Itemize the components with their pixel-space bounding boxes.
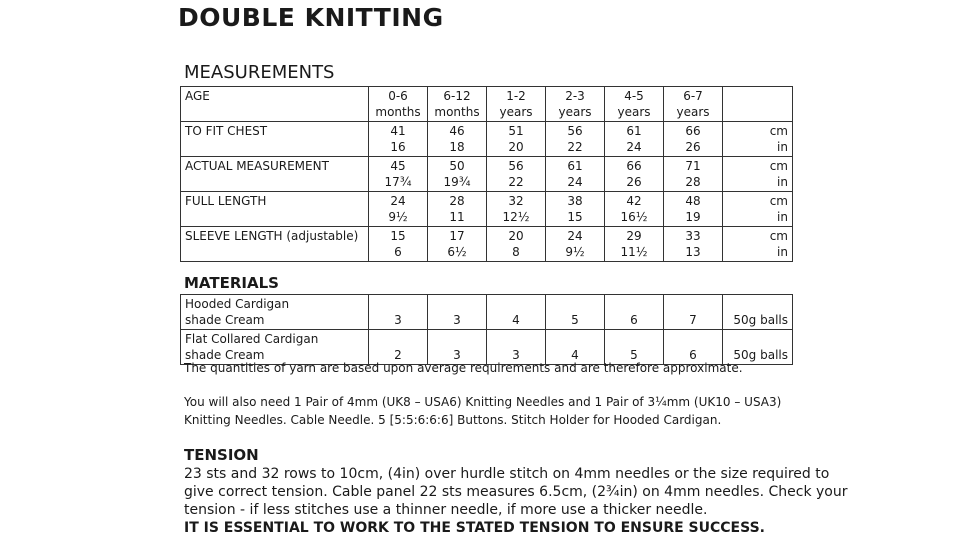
row-label: FULL LENGTH — [181, 192, 369, 227]
row-label: SLEEVE LENGTH (adjustable) — [181, 227, 369, 262]
table-cell: 29 11½ — [605, 227, 664, 262]
table-cell: 15 6 — [369, 227, 428, 262]
table-cell: 28 11 — [428, 192, 487, 227]
unit-cell: cm in — [723, 157, 793, 192]
row-label: Flat Collared Cardigan shade Cream — [181, 330, 369, 365]
row-label: TO FIT CHEST — [181, 122, 369, 157]
table-cell: 7 — [664, 295, 723, 330]
needles-note — [184, 393, 781, 429]
age-col-4: 2-3 years — [546, 87, 605, 122]
table-row — [181, 122, 793, 157]
tension-line: tension - if less stitches use a thinner needle, if more use a thicker needle. — [184, 502, 708, 518]
needles-line: You will also need 1 Pair of 4mm (UK8 – USA6) Knitting Needles and 1 Pair of 3¼mm (UK10 – USA3) — [184, 395, 782, 409]
measurements-heading: MEASUREMENTS — [184, 62, 335, 83]
table-row — [181, 157, 793, 192]
age-col-6: 6-7 years — [664, 87, 723, 122]
unit-col — [723, 87, 793, 122]
table-cell: 33 13 — [664, 227, 723, 262]
table-cell: 4 — [546, 330, 605, 365]
table-row — [181, 192, 793, 227]
row-label: Hooded Cardigan shade Cream — [181, 295, 369, 330]
table-cell: 5 — [546, 295, 605, 330]
table-cell: 17 6½ — [428, 227, 487, 262]
table-cell: 56 22 — [546, 122, 605, 157]
materials-heading: MATERIALS — [184, 274, 279, 292]
measurements-table — [180, 86, 793, 262]
table-cell: 45 17¾ — [369, 157, 428, 192]
table-row — [181, 87, 793, 122]
table-cell: 51 20 — [487, 122, 546, 157]
yarn-note: The quantities of yarn are based upon average requirements and are therefore approximate. — [184, 361, 743, 375]
table-cell: 42 16½ — [605, 192, 664, 227]
table-cell: 41 16 — [369, 122, 428, 157]
table-cell: 66 26 — [605, 157, 664, 192]
table-cell: 3 — [487, 330, 546, 365]
age-col-2: 6-12 months — [428, 87, 487, 122]
age-label: AGE — [181, 87, 369, 122]
unit-cell: cm in — [723, 227, 793, 262]
table-cell: 46 18 — [428, 122, 487, 157]
table-cell: 24 9½ — [546, 227, 605, 262]
table-row — [181, 227, 793, 262]
unit-cell: cm in — [723, 192, 793, 227]
unit-cell: cm in — [723, 122, 793, 157]
row-label: ACTUAL MEASUREMENT — [181, 157, 369, 192]
page-title: DOUBLE KNITTING — [178, 3, 444, 32]
table-cell: 5 — [605, 330, 664, 365]
table-cell: 38 15 — [546, 192, 605, 227]
table-cell: 66 26 — [664, 122, 723, 157]
age-col-3: 1-2 years — [487, 87, 546, 122]
materials-table — [180, 294, 793, 365]
table-cell: 4 — [487, 295, 546, 330]
table-cell: 6 — [605, 295, 664, 330]
tension-heading: TENSION — [184, 446, 259, 464]
tension-line: give correct tension. Cable panel 22 sts measures 6.5cm, (2¾in) on 4mm needles. Check your — [184, 484, 848, 500]
table-row — [181, 295, 793, 330]
unit-cell: 50g balls — [723, 295, 793, 330]
table-cell: 20 8 — [487, 227, 546, 262]
table-cell: 61 24 — [605, 122, 664, 157]
unit-cell: 50g balls — [723, 330, 793, 365]
tension-text — [184, 465, 964, 537]
table-cell: 3 — [428, 295, 487, 330]
age-col-5: 4-5 years — [605, 87, 664, 122]
tension-line: 23 sts and 32 rows to 10cm, (4in) over hurdle stitch on 4mm needles or the size required to — [184, 466, 830, 482]
table-cell: 3 — [369, 295, 428, 330]
table-cell: 2 — [369, 330, 428, 365]
table-cell: 71 28 — [664, 157, 723, 192]
table-cell: 56 22 — [487, 157, 546, 192]
table-cell: 61 24 — [546, 157, 605, 192]
table-cell: 32 12½ — [487, 192, 546, 227]
tension-warning: IT IS ESSENTIAL TO WORK TO THE STATED TENSION TO ENSURE SUCCESS. — [184, 520, 765, 536]
age-col-1: 0-6 months — [369, 87, 428, 122]
table-cell: 3 — [428, 330, 487, 365]
table-cell: 24 9½ — [369, 192, 428, 227]
needles-line: Knitting Needles. Cable Needle. 5 [5:5:6:6:6] Buttons. Stitch Holder for Hooded Cardigan. — [184, 413, 722, 427]
table-cell: 50 19¾ — [428, 157, 487, 192]
table-cell: 48 19 — [664, 192, 723, 227]
table-cell: 6 — [664, 330, 723, 365]
